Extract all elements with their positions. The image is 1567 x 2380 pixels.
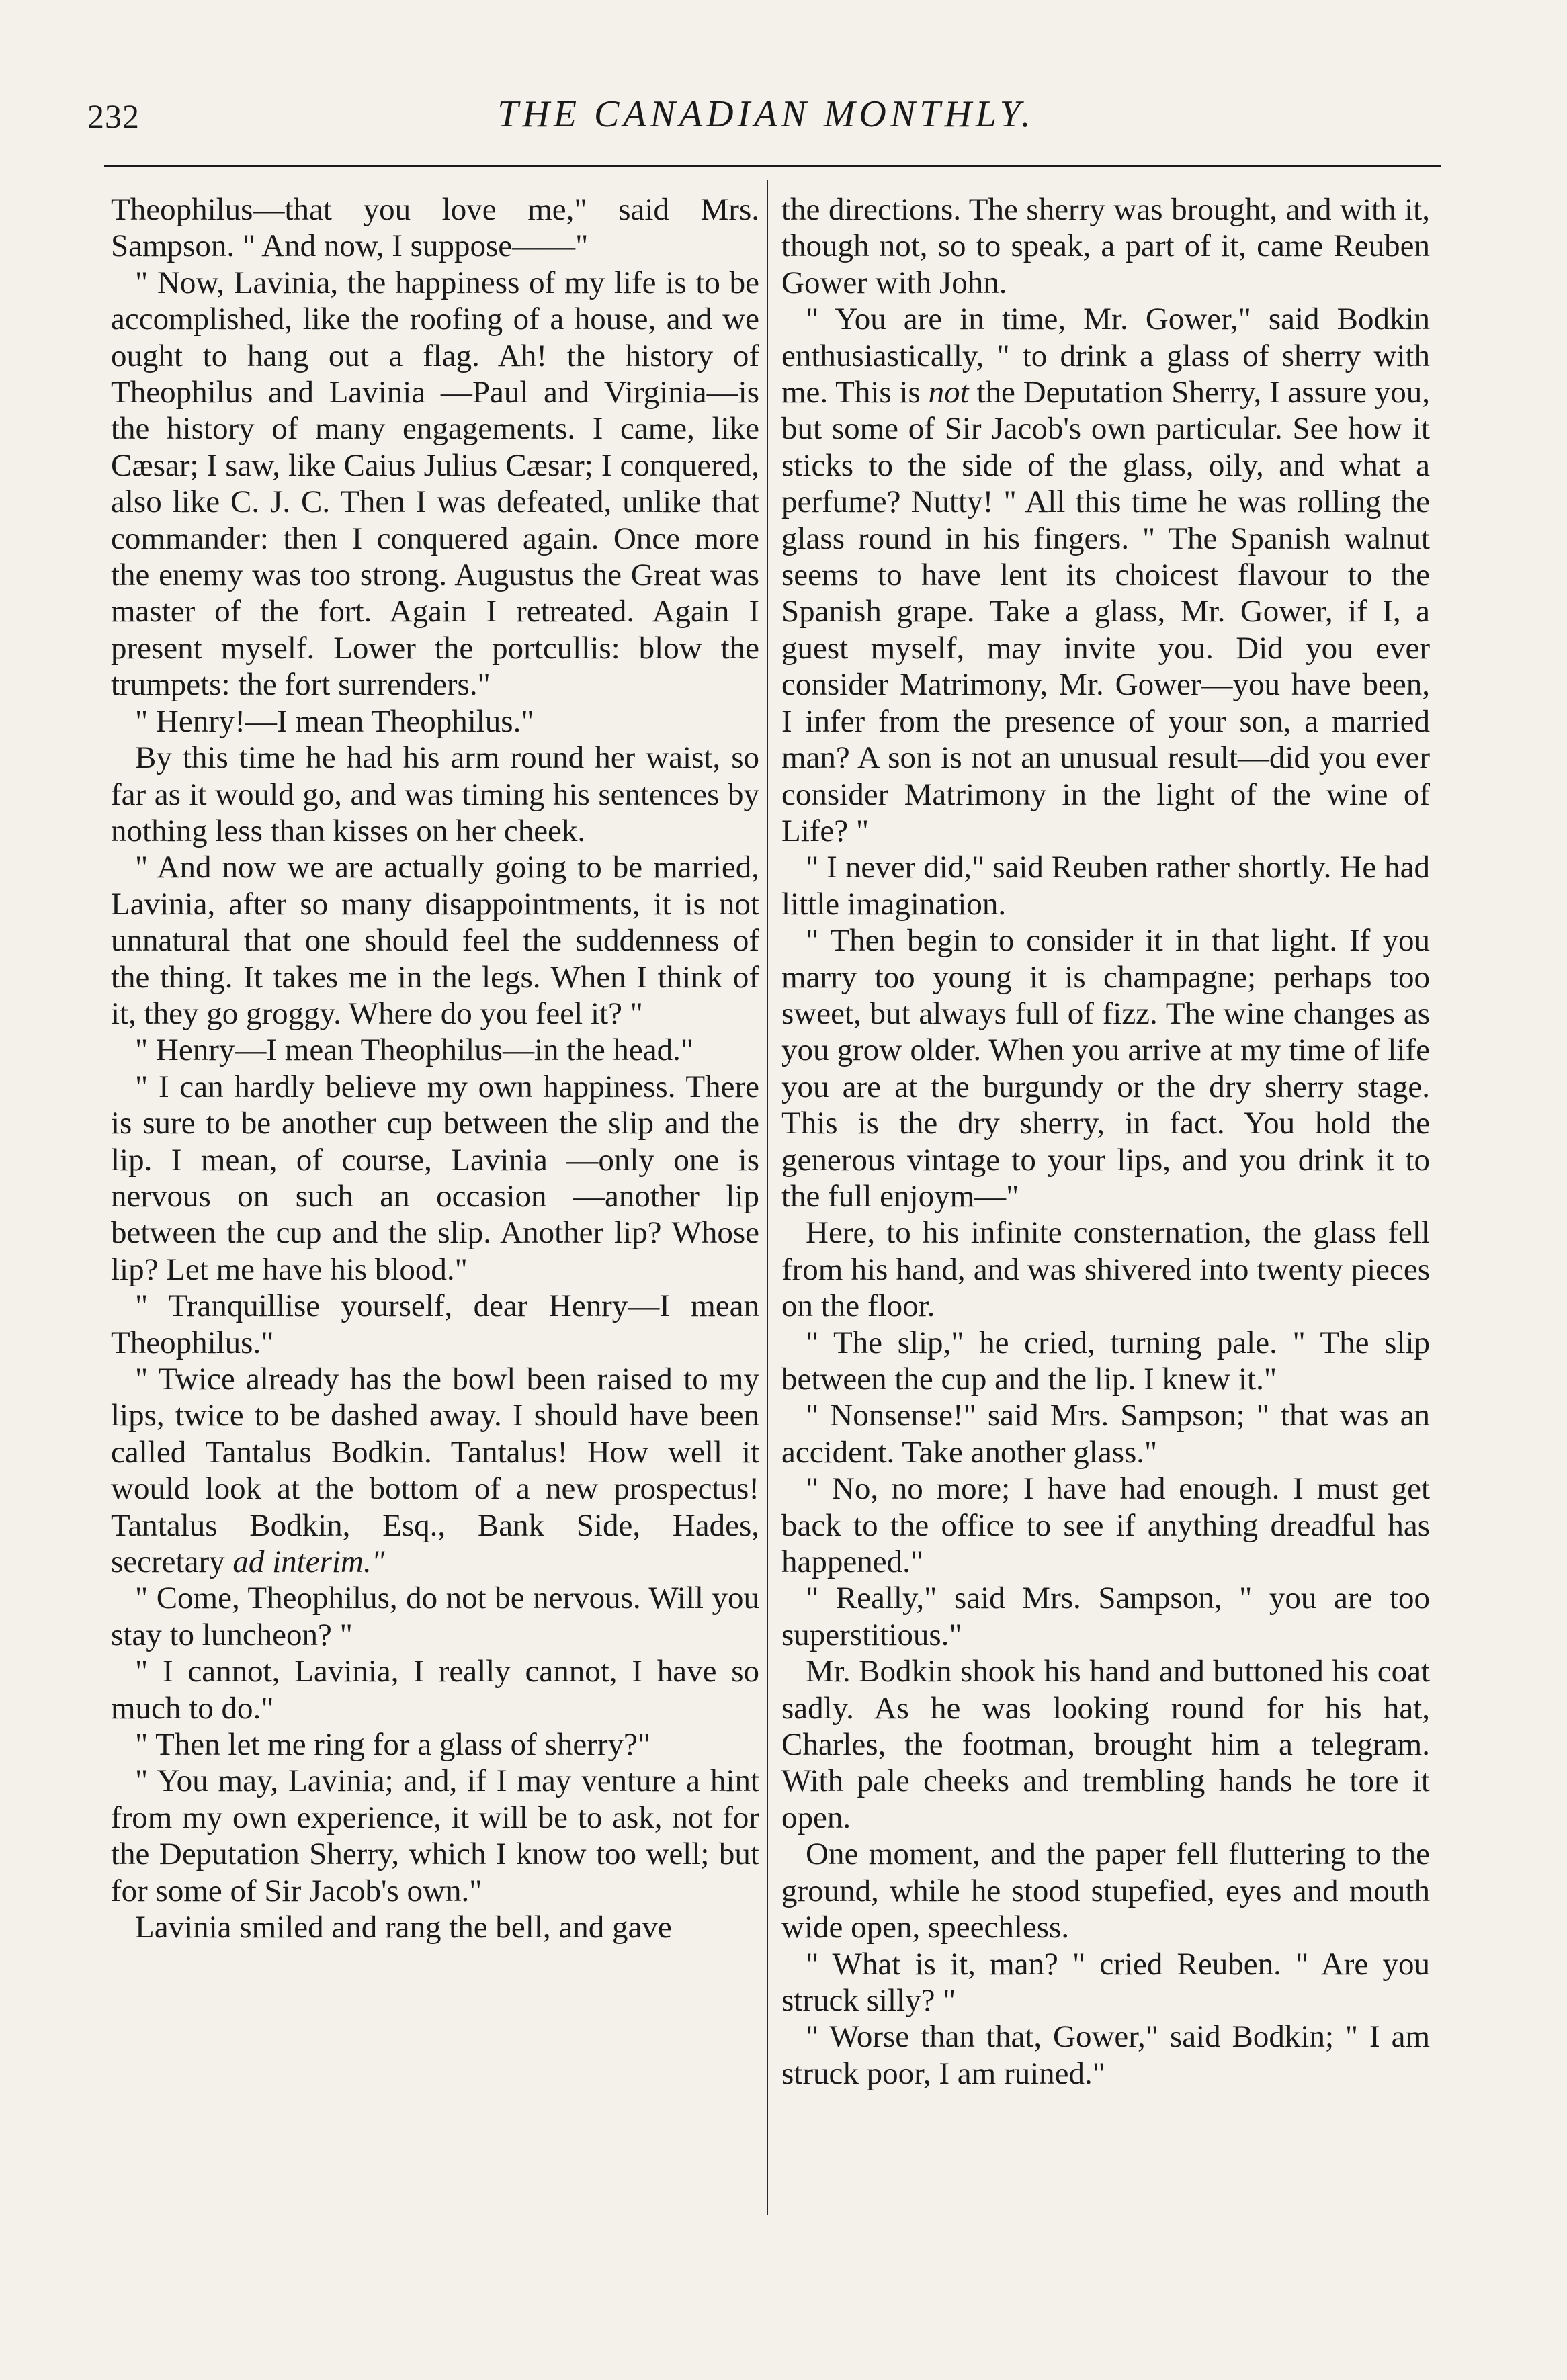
right-column bbox=[781, 191, 1430, 2092]
paragraph: By this time he had his arm round her waist, so far as it would go, and was timing his sentences by nothing less than kisses on her cheek. bbox=[111, 740, 759, 848]
paragraph: " Come, Theophilus, do not be nervous. Will you stay to luncheon? " bbox=[111, 1581, 759, 1652]
left-column bbox=[111, 191, 759, 1946]
paragraph: " No, no more; I have had enough. I must get back to the office to see if anything dreadful has happened." bbox=[781, 1471, 1430, 1580]
paragraph: " And now we are actually going to be married, Lavinia, after so many disappointments, it is not unnatural that one should feel the suddenness of the thing. It takes me in the legs. When I think of it, they go groggy. Where do you feel it? " bbox=[111, 850, 759, 1031]
running-title: THE CANADIAN MONTHLY. bbox=[497, 93, 1035, 135]
italic-phrase: ad interim." bbox=[232, 1544, 385, 1580]
header-rule bbox=[104, 165, 1441, 167]
paragraph: Lavinia smiled and rang the bell, and gave bbox=[135, 1910, 672, 1945]
paragraph: One moment, and the paper fell fluttering to the ground, while he stood stupefied, eyes and mouth wide open, speechless. bbox=[781, 1837, 1430, 1945]
paragraph: the directions. The sherry was brought, and with it, though not, so to speak, a part of it, came Reuben Gower with John. bbox=[781, 192, 1430, 300]
paragraph bbox=[781, 301, 1430, 849]
paragraph: " Henry—I mean Theophilus—in the head." bbox=[135, 1032, 694, 1068]
paragraph: Mr. Bodkin shook his hand and buttoned his coat sadly. As he was looking round for his hat, Charles, the footman, brought him a telegram. With pale cheeks and trembling hands he tore it open. bbox=[781, 1654, 1430, 1835]
paragraph: " I never did," said Reuben rather shortly. He had little imagination. bbox=[781, 850, 1430, 922]
italic-word: not bbox=[928, 375, 969, 410]
paragraph bbox=[111, 1361, 759, 1580]
paragraph: " What is it, man? " cried Reuben. " Are you struck silly? " bbox=[781, 1946, 1430, 2018]
paragraph: " Henry!—I mean Theophilus." bbox=[135, 703, 534, 739]
paragraph-text: " Twice already has the bowl been raised to my lips, twice to be dashed away. I should have been called Tantalus Bodkin. Tantalus! How well it would look at the bottom of a new prospectus! Tantalus Bodkin, Esq., Bank Side, Hades, secretary bbox=[111, 1362, 759, 1580]
paragraph: Here, to his infinite consternation, the glass fell from his hand, and was shivered into twenty pieces on the floor. bbox=[781, 1215, 1430, 1324]
page-header bbox=[87, 81, 1445, 134]
paragraph: " Then begin to consider it in that light. If you marry too young it is champagne; perhaps too sweet, but always full of fizz. The wine changes as you grow older. When you arrive at my time of life you are at the burgundy or the dry sherry stage. This is the dry sherry, in fact. You hold the generous vintage to your lips, and you drink it to the full enjoym—" bbox=[781, 923, 1430, 1214]
column-divider bbox=[767, 180, 768, 2215]
paragraph: " I cannot, Lavinia, I really cannot, I have so much to do." bbox=[111, 1654, 759, 1726]
paragraph: " Really," said Mrs. Sampson, " you are too superstitious." bbox=[781, 1581, 1430, 1652]
paragraph: " Now, Lavinia, the happiness of my life is to be accomplished, like the roofing of a house, and we ought to hang out a flag. Ah! the history of Theophilus and Lavinia —Paul and Virginia—is the history of many engagements. I came, like Cæsar; I saw, like Caius Julius Cæsar; I conquered, also like C. J. C. Then I was defeated, unlike that commander: then I conquered again. Once more the enemy was too strong. Augustus the Great was master of the fort. Again I retreated. Again I present myself. Lower the portcullis: blow the trumpets: the fort surrenders." bbox=[111, 265, 759, 703]
paragraph: " Worse than that, Gower," said Bodkin; " I am struck poor, I am ruined." bbox=[781, 2019, 1430, 2091]
paragraph: " Tranquillise yourself, dear Henry—I mean Theophilus." bbox=[111, 1288, 759, 1360]
paragraph: " The slip," he cried, turning pale. " The slip between the cup and the lip. I knew it." bbox=[781, 1325, 1430, 1397]
paragraph: " I can hardly believe my own happiness. There is sure to be another cup between the slip and the lip. I mean, of course, Lavinia —only one is nervous on such an occasion —another lip between the cup and the slip. Another lip? Whose lip? Let me have his blood." bbox=[111, 1069, 759, 1287]
paragraph: " Then let me ring for a glass of sherry?" bbox=[135, 1727, 651, 1763]
paragraph: " Nonsense!" said Mrs. Sampson; " that was an accident. Take another glass." bbox=[781, 1398, 1430, 1470]
paragraph: " You may, Lavinia; and, if I may venture a hint from my own experience, it will be to ask, not for the Deputation Sherry, which I know too well; but for some of Sir Jacob's own." bbox=[111, 1763, 759, 1908]
paragraph: Theophilus—that you love me," said Mrs. Sampson. " And now, I suppose——" bbox=[111, 192, 759, 264]
paragraph-text: " You are in time, Mr. Gower," said Bodkin enthusiastically, " to drink a glass of sherry with me. This is bbox=[781, 302, 1430, 410]
paragraph-text: the Deputation Sherry, I assure you, but some of Sir Jacob's own particular. See how it sticks to the side of the glass, oily, and what a perfume? Nutty! " All this time he was rolling the glass round in his fingers. " The Spanish walnut seems to have lent its choicest flavour to the Spanish grape. Take a glass, Mr. Gower, if I, a guest myself, may invite you. Did you ever consider Matrimony, Mr. Gower—you have been, I infer from the presence of your son, a married man? A son is not an unusual result—did you ever consider Matrimony in the light of the wine of Life? " bbox=[781, 375, 1431, 848]
page-number: 232 bbox=[87, 97, 140, 135]
